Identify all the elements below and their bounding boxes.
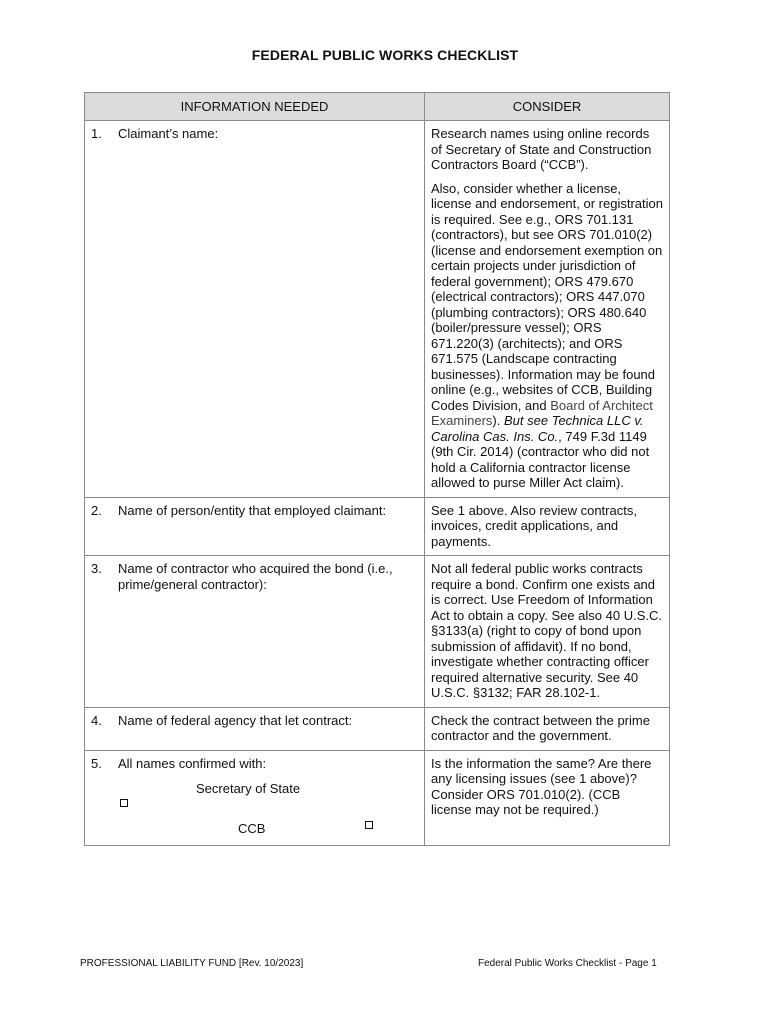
information-needed-cell xyxy=(85,707,425,750)
information-needed-cell xyxy=(85,750,425,846)
consider-text: Check the contract between the prime contractor and the government. xyxy=(431,712,650,743)
footer-right: Federal Public Works Checklist - Page 1 xyxy=(478,958,657,969)
information-needed-cell xyxy=(85,556,425,708)
confirmation-checkboxes xyxy=(91,777,416,839)
table-header-row xyxy=(85,93,670,121)
consider-text: Not all federal public works contracts require a bond. Confirm one exists and is correct. Use Freedom of Information Act to obtain a copy. See also 40 U.S.C. §3133(a) (right to copy of bond upon submission of affidavit). If no bond, investigate whether contracting officer required alternative security. See 40 U.S.C. §3132; FAR 28.102-1. xyxy=(431,561,662,700)
item-text: All names confirmed with: xyxy=(118,755,267,771)
consider-text xyxy=(431,181,663,491)
table-row xyxy=(85,750,670,846)
information-needed-cell xyxy=(85,497,425,556)
page-title: FEDERAL PUBLIC WORKS CHECKLIST xyxy=(251,47,519,63)
information-needed-cell xyxy=(85,121,425,498)
secretary-of-state-checkbox[interactable] xyxy=(120,799,128,807)
item-number: 2. xyxy=(91,502,102,518)
footer-left: PROFESSIONAL LIABILITY FUND [Rev. 10/2023] xyxy=(80,958,304,969)
checklist-table xyxy=(84,92,670,846)
item-text: Name of person/entity that employed claimant: xyxy=(118,502,387,518)
table-row xyxy=(85,121,670,498)
consider-text: Is the information the same? Are there any licensing issues (see 1 above)? Consider ORS 701.010(2). (CCB license may not be required.) xyxy=(431,755,652,817)
board-of-architect-examiners-link[interactable]: Board of Architect Examiners xyxy=(431,397,653,428)
consider-cell xyxy=(425,556,670,708)
consider-text-part: ). xyxy=(492,413,501,428)
consider-text: Research names using online records of Secretary of State and Construction Contractors Board (“CCB”). xyxy=(431,126,652,172)
item-text: Claimant’s name: xyxy=(118,126,219,141)
consider-text-part: Also, consider whether a license, license and endorsement, or registration is required. See e.g., ORS 701.131 (contractors), but see ORS 701.010(2) (license and endorsement exemption on certain projects under jurisdiction of federal government); ORS 479.670 (electrical contractors); ORS 447.070 (plumbing contractors); ORS 480.640 (boiler/pressure vessel); ORS 671.220(3) (architects); and ORS 671.575 (Landscape contracting businesses). Information may be found online (e.g., websites of CCB, Building Codes Division, and xyxy=(431,180,663,413)
table-row xyxy=(85,556,670,708)
item-number: 3. xyxy=(91,561,102,576)
consider-cell xyxy=(425,707,670,750)
column-header-information-needed: INFORMATION NEEDED xyxy=(85,93,425,121)
consider-text: See 1 above. Also review contracts, invoices, credit applications, and payments. xyxy=(431,502,637,549)
table-row xyxy=(85,497,670,556)
item-number: 5. xyxy=(91,755,102,771)
case-citation-rest: , 749 F.3d 1149 (9th Cir. 2014) (contractor who did not hold a California contractor license allowed to purse Miller Act claim). xyxy=(431,428,650,490)
secretary-of-state-label: Secretary of State xyxy=(196,781,301,796)
table-row xyxy=(85,707,670,750)
item-number: 1. xyxy=(91,126,102,141)
ccb-label: CCB xyxy=(238,821,266,836)
ccb-checkbox[interactable] xyxy=(365,821,373,829)
consider-cell xyxy=(425,750,670,846)
item-text: Name of federal agency that let contract: xyxy=(118,712,353,728)
consider-cell xyxy=(425,497,670,556)
consider-cell xyxy=(425,121,670,498)
case-citation: But see Technica LLC v. Carolina Cas. Ins. Co. xyxy=(431,413,644,444)
column-header-consider: CONSIDER xyxy=(425,93,670,121)
item-number: 4. xyxy=(91,712,102,728)
item-text: Name of contractor who acquired the bond (i.e., prime/general contractor): xyxy=(118,561,393,592)
